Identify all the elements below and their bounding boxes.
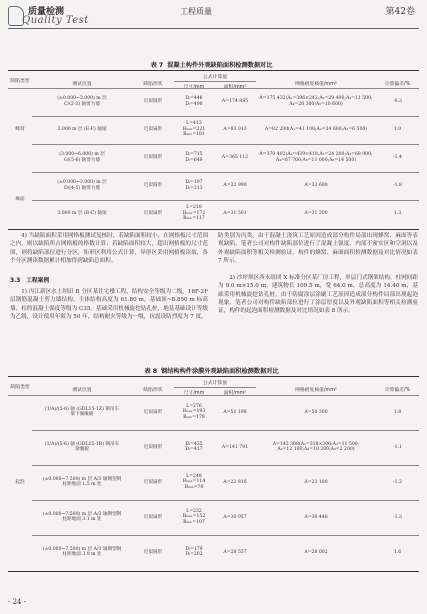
size-cell <box>174 205 214 222</box>
right-paragraph-1: 防类别为丙类。由于混凝土浇筑工艺原因造成部分构件局部出现蜂窝、麻面等表观缺陷。笔者公司对构件缺陷部位进行了混凝土强度、内部不密实区和空洞以及外观缺陷面积等相关检测验证，构件的蜂窝、麻面面积检测数据及对比情况如表 7 所示。 <box>218 233 418 264</box>
running-title: 工程质量 <box>180 7 212 16</box>
shape-cell: 近似圆形 <box>143 444 163 450</box>
size-cell <box>174 547 214 558</box>
shape-cell: 近似扁形 <box>143 514 163 520</box>
grid-cell-line: A=82 200(A₁=41 100;A₂=34 600;A₃=6 500) <box>264 127 368 132</box>
shape-cell: 近似圆形 <box>143 155 163 160</box>
size-cell-line: L=276 <box>186 403 202 409</box>
size-cell-line: Dᵢ=446 <box>185 96 203 101</box>
grid-cell <box>256 515 376 521</box>
row-rule <box>32 430 419 431</box>
size-cell-line: Bₘₐₓ=152 <box>182 514 206 520</box>
size-cell-line: L=232 <box>186 508 202 514</box>
header-area: 面积/mm² <box>223 85 247 90</box>
position-cell <box>32 477 132 488</box>
size-cell-line: Dᵢ=649 <box>185 157 203 163</box>
grid-cell-line: A=143 308(A₁=318×306;A₂=11 500; <box>272 441 360 447</box>
grid-cell <box>256 211 376 217</box>
area-cell: A=30 057 <box>223 514 247 520</box>
position-cell-line: (±0.000~3.000) m 层 <box>57 96 107 101</box>
row-rule <box>32 144 419 145</box>
grid-cell-line: A=28 002 <box>304 549 328 555</box>
header-error: 计算偏差/% <box>384 82 411 87</box>
position-cell-line: 3.000 m 层 (B-C) 轴梁 <box>57 211 107 216</box>
table7-number: 表 7 <box>150 62 164 69</box>
header-rule <box>8 395 419 396</box>
position-cell-line: 梁腹板 <box>75 447 89 453</box>
table8-caption <box>0 366 427 375</box>
size-cell-line: Bₘᵢₙ=181 <box>183 132 205 138</box>
position-cell-line: (±0.000~7.500) m 层 A/3 轴钢型钢 <box>42 511 122 517</box>
size-cell <box>174 509 214 526</box>
table8-title: 钢结构构件涂膜外观缺陷面积检测数据对比 <box>161 368 279 375</box>
position-cell <box>32 127 132 133</box>
position-cell-line: (±0.000~3.000) m 层 <box>57 180 107 185</box>
grid-cell-line: A=23 100 <box>304 479 328 485</box>
header-position: 测试位置 <box>72 82 92 87</box>
position-cell-line: (3.000~6.000) m 层 <box>59 152 105 157</box>
position-cell-line: 3.000 m 层 (E-F) 轴梁 <box>57 127 107 132</box>
position-cell <box>32 442 132 453</box>
position-cell-line: (1/A)/(5-6) 轴 (GDL15-1Z) 钢吊车 <box>44 406 120 412</box>
position-cell <box>32 96 132 107</box>
position-cell <box>32 512 132 523</box>
error-cell: -0.3 <box>393 99 402 104</box>
table8 <box>8 376 419 572</box>
header-shape: 缺陷形状 <box>143 82 163 87</box>
size-cell-line: Dᵢ=715 <box>185 152 203 157</box>
left-paragraph-1: 4) 当缺陷面积采用网格板测试复核时，若缺陷面积较小，在网格板尺寸范围之内，则以缺陷所占网格板的格数计算；若缺陷面积较大，超出网格板的尺寸范围，则将缺陷部位进行分区，矩形区利用公式计算，异形区采用网格板读取，各个分区测读数据累计相加得到缺陷总面积。 <box>10 233 208 264</box>
page-header <box>0 0 427 32</box>
error-cell: -1.2 <box>393 479 402 485</box>
size-cell-line: Dᵢ=435 <box>185 441 203 447</box>
header-area: 面积/mm² <box>223 391 247 396</box>
volume-label: 第42卷 <box>385 7 415 17</box>
area-cell: A=83 013 <box>223 127 247 132</box>
logo-english-text: Quality Test <box>22 15 89 26</box>
error-cell: 1.8 <box>393 409 402 415</box>
error-cell: 1.3 <box>393 211 402 216</box>
header-size: 尺寸/mm <box>183 85 205 90</box>
size-cell-line: Bₘₐₓ=114 <box>182 479 206 485</box>
grid-cell-line: A₄=28 300;A₅=10 600) <box>289 101 343 107</box>
error-cell: -1.4 <box>393 155 402 160</box>
area-cell: A=51 198 <box>223 409 247 415</box>
position-cell-line: C/(2-3) 轴剪力墙 <box>64 101 100 107</box>
type-cell: 蜂窝 <box>15 127 25 132</box>
grid-cell-line: A₃=12 100;A₄=10 200;A₅=2 200) <box>277 447 355 453</box>
area-cell: A=31 501 <box>223 211 247 216</box>
shape-cell: 近似扁形 <box>143 211 163 216</box>
position-cell <box>32 407 132 418</box>
size-cell-line: Bₘₐₓ=193 <box>182 409 206 415</box>
header-grid: 网格板复核值/mm² <box>295 388 337 393</box>
page-number: - 24 - <box>8 598 27 606</box>
header-formula: 公式计算值 <box>203 381 227 386</box>
header-shape: 缺陷形状 <box>143 388 163 393</box>
grid-cell <box>256 442 376 453</box>
error-cell: -1.3 <box>393 514 402 520</box>
size-cell <box>174 152 214 163</box>
position-cell-line: 梁下翼缘板 <box>70 412 94 418</box>
table7-caption <box>0 60 427 69</box>
shape-cell: 近似圆形 <box>143 99 163 104</box>
shape-cell: 近似扁形 <box>143 409 163 415</box>
type-cell: 起泡 <box>15 479 25 485</box>
size-cell <box>174 474 214 491</box>
grid-cell <box>256 96 376 107</box>
position-cell <box>32 180 132 191</box>
size-cell-line: Bₘᵢₙ=107 <box>183 519 205 525</box>
row-rule <box>32 172 419 173</box>
shape-cell: 近似扁形 <box>143 127 163 132</box>
header-size: 尺寸/mm <box>183 391 205 396</box>
table7 <box>8 70 419 230</box>
position-cell-line: (±0.000~7.500) m 层 A/3 轴钢型钢 <box>42 476 122 482</box>
grid-cell <box>256 127 376 133</box>
size-cell <box>174 442 214 453</box>
grid-cell <box>256 152 376 163</box>
error-cell: -1.1 <box>393 444 402 450</box>
size-cell-line: L=218 <box>186 205 202 210</box>
right-paragraph-2: 2) 沙坪坝区西永组团 X 标准分区某厂房工程，单层门式钢架结构，柱网间距为 9.0 m×15.0 m，建筑物长 109.5 m，宽 64.0 m，总高度为 14.40 m，基础采用机械旋挖钻孔桩。由于防腐涂层涂刷工艺原因造成部分构件局部出现起泡现象，笔者公司对构件缺陷部位进行了涂层厚度以及外观缺陷面积等相关检测验证，构件的起泡面积检测数据及对比情况如表 8 所示。 <box>218 275 418 315</box>
size-cell <box>174 180 214 191</box>
size-cell <box>174 404 214 421</box>
shape-cell: 近似扁形 <box>143 479 163 485</box>
header-type: 缺陷类型 <box>10 79 30 84</box>
table7-title: 混凝土构件外观缺陷面积检测数据对比 <box>167 62 273 69</box>
size-cell-line: Bₘᵢₙ=117 <box>183 216 205 222</box>
header-position: 测试位置 <box>72 388 92 393</box>
position-cell <box>32 152 132 163</box>
header-formula-rule <box>174 81 256 82</box>
area-cell: A=365 112 <box>221 155 249 160</box>
left-paragraph-2: 1) 丙江新区水土坝田 B 分区某住宅楼工程，结构安全等级为二级，18F-2F 层钢筋混凝土剪力墙结构，主体结构高度为 61.80 m，基础顶~8.850 m 标高墙、柱的混凝土强度等级为 C35。基础采用机械旋挖钻孔桩，地基基础设计等级为乙级，设计使用年限为 50 年，结构耐火等级为一级，抗震设防烈度为 7 度。 <box>10 289 208 320</box>
header-grid: 网格板复核值/mm² <box>295 82 337 87</box>
size-cell-line: L=413 <box>186 121 202 126</box>
size-cell-line: Dᵢ=197 <box>185 180 203 185</box>
size-cell-line: L=248 <box>186 473 202 479</box>
area-cell: A=32 990 <box>223 183 247 188</box>
size-cell <box>174 96 214 107</box>
error-cell: -1.8 <box>393 183 402 188</box>
area-cell: A=28 557 <box>223 549 247 555</box>
grid-cell <box>256 480 376 486</box>
header-formula-rule <box>174 387 256 388</box>
section-heading: 3.3 工程案例 <box>10 278 50 284</box>
size-cell-line: Dᵢ=417 <box>185 447 203 453</box>
size-cell-line: Bₘₐₓ=221 <box>182 126 206 132</box>
header-formula: 公式计算值 <box>203 75 227 80</box>
row-rule <box>32 465 419 466</box>
header-error: 计算偏差/% <box>384 388 411 393</box>
grid-cell-line: A=50 300 <box>304 409 328 415</box>
grid-cell-line: A₄=67 700;A₅=11 000;A₆=14 500) <box>275 157 357 163</box>
grid-cell-line: A=33 600 <box>304 183 328 188</box>
size-cell <box>174 121 214 138</box>
row-rule <box>32 535 419 536</box>
header-rule <box>8 28 419 29</box>
size-cell-line: Dᵢ=213 <box>185 185 203 191</box>
header-type: 缺陷类型 <box>10 385 30 390</box>
position-cell-line: G/(5-6) 轴剪力墙 <box>63 157 101 163</box>
header-rule <box>8 88 419 89</box>
position-cell-line: D/(4-5) 轴剪力墙 <box>63 185 101 191</box>
area-cell: A=22 816 <box>223 479 247 485</box>
table8-number: 表 8 <box>144 368 158 375</box>
shape-cell: 近似圆形 <box>143 549 163 555</box>
grid-cell-line: A=31 200 <box>304 211 328 216</box>
row-rule <box>32 200 419 201</box>
row-rule <box>32 116 419 117</box>
position-cell-line: (1/A)/(5-6) 轴 (GDL15-1B) 钢吊车 <box>44 441 120 447</box>
position-cell-line: 柱距地面 3.9 m 处 <box>62 552 102 558</box>
position-cell-line: 柱距地面 3.1 m 处 <box>62 517 102 523</box>
area-cell: A=141 791 <box>221 444 249 450</box>
size-cell-line: Dᵢ=498 <box>185 101 203 107</box>
position-cell <box>32 211 132 217</box>
logo-chinese-text: 质量检测 <box>28 7 65 17</box>
position-cell-line: 柱距地面 1.5 m 处 <box>62 482 102 488</box>
grid-cell-line: A=175 432(A₁=396×242;A₂=29 400;A₃=11 500; <box>259 96 373 101</box>
row-rule <box>32 500 419 501</box>
grid-cell <box>256 410 376 416</box>
size-cell-line: Bₘᵢₙ=178 <box>183 414 205 420</box>
size-cell-line: Bₘₐₓ=172 <box>182 210 206 216</box>
position-cell <box>32 547 132 558</box>
area-cell: A=174 885 <box>221 99 249 104</box>
size-cell-line: Dᵢ=202 <box>185 552 203 558</box>
position-cell-line: (±0.000~7.500) m 层 A/3 轴钢型钢 <box>42 546 122 552</box>
grid-cell <box>256 183 376 189</box>
journal-logo <box>8 4 108 30</box>
error-cell: 1.6 <box>393 549 402 555</box>
grid-cell-line: A=370 402(A₁=439×418;A₂=24 200;A₃=68 900; <box>259 152 373 157</box>
error-cell: 1.0 <box>393 127 402 132</box>
size-cell-line: Dᵢ=179 <box>185 546 203 552</box>
grid-cell <box>256 550 376 556</box>
type-cell: 麻面 <box>15 197 25 202</box>
size-cell-line: Bₘᵢₙ=70 <box>184 484 204 490</box>
shape-cell: 近似圆形 <box>143 183 163 188</box>
grid-cell-line: A=30 448 <box>304 514 328 520</box>
